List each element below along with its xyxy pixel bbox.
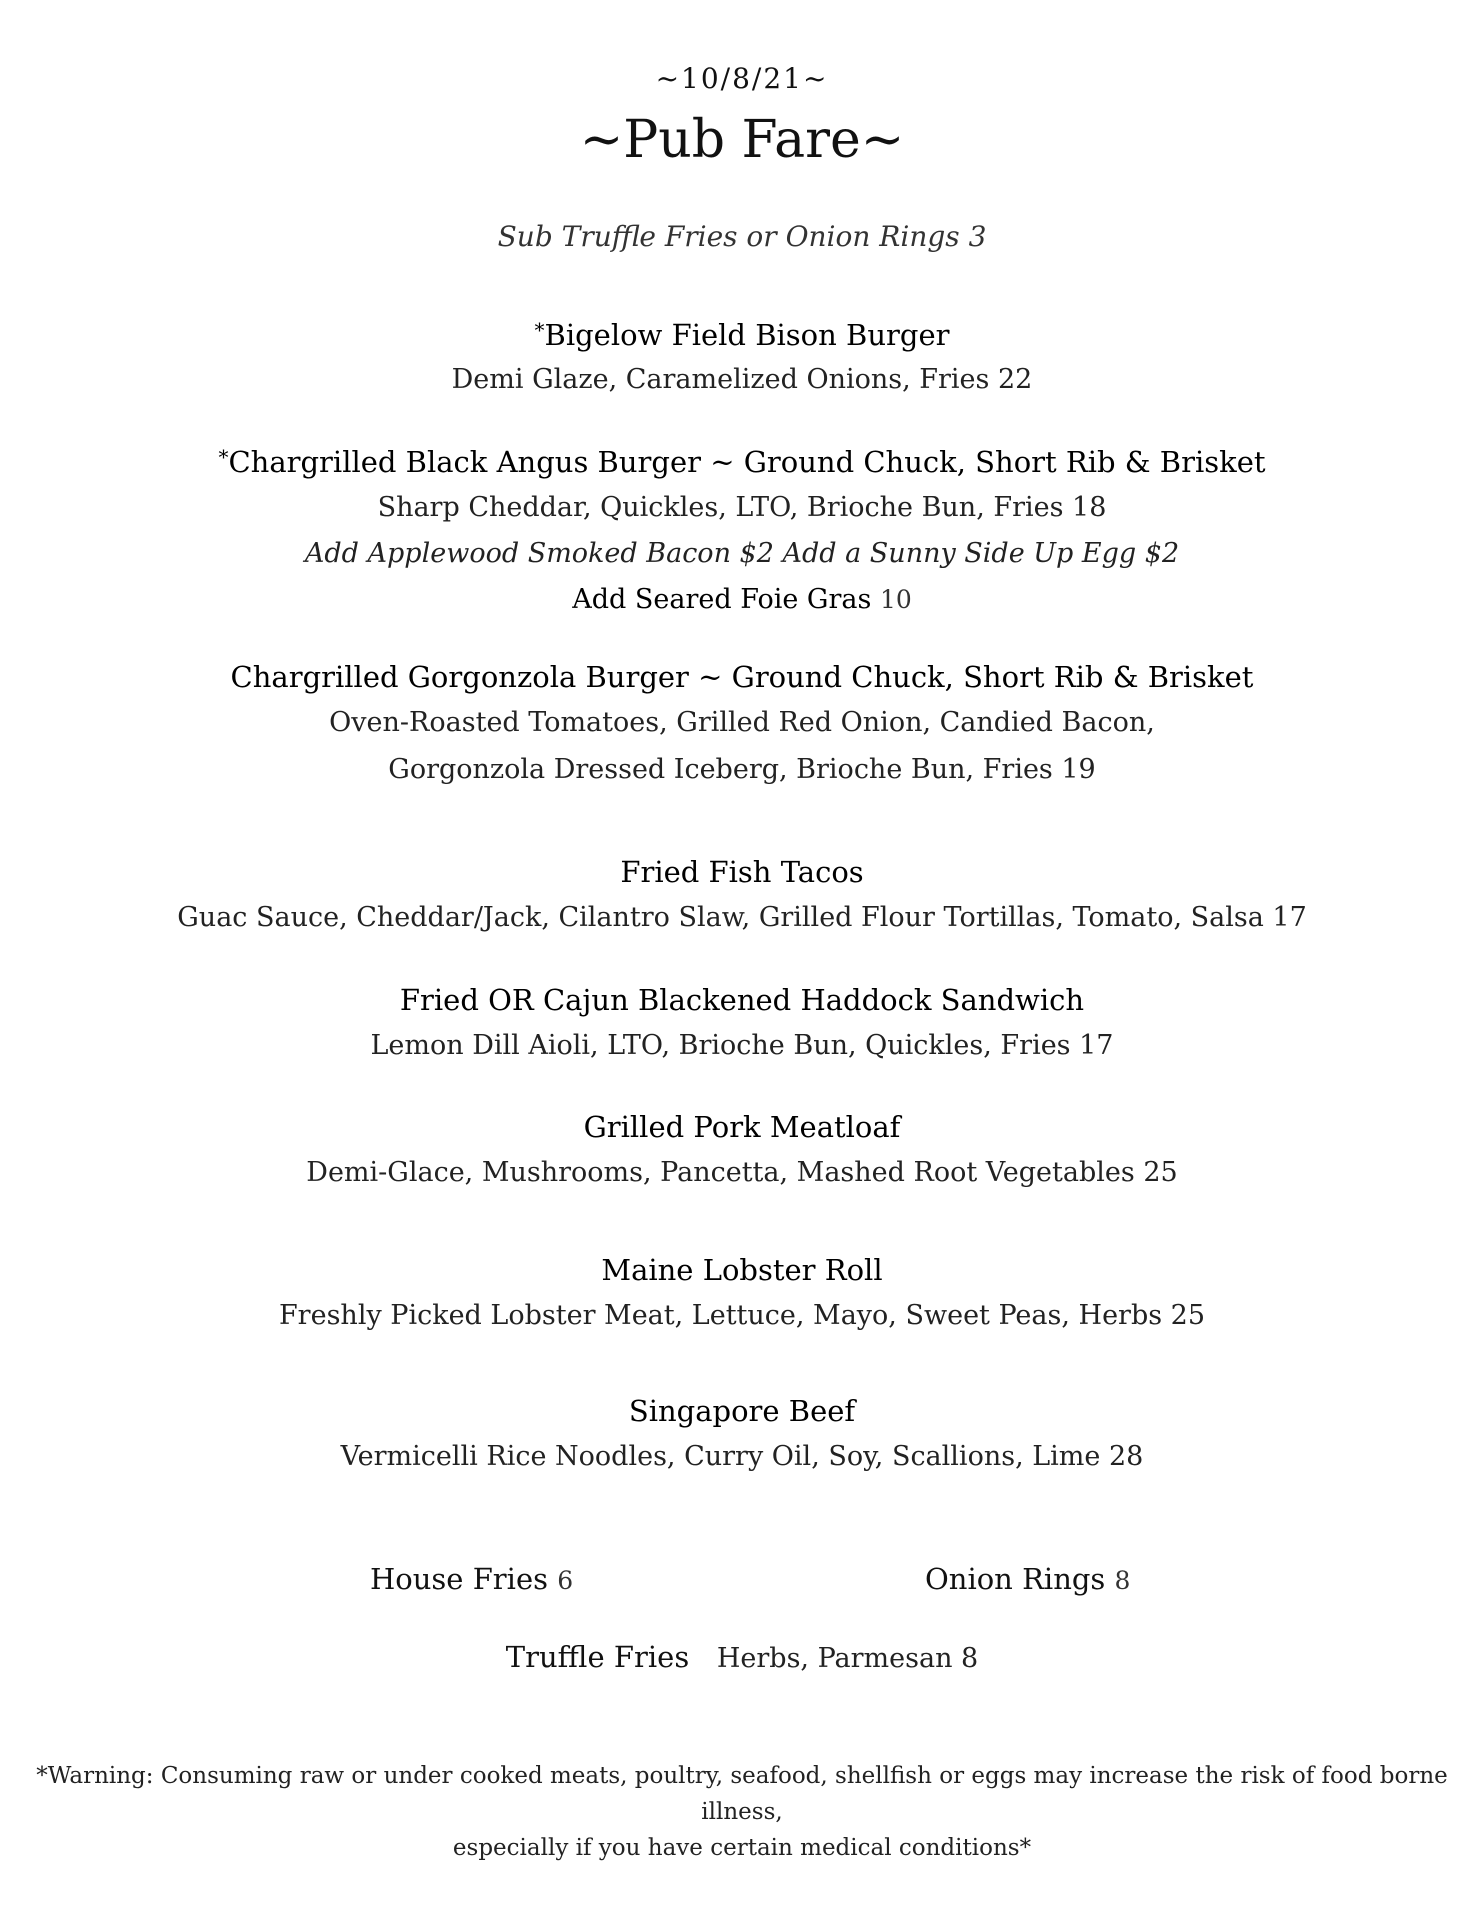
side-house-fries	[370, 1562, 573, 1596]
warning-line-2: especially if you have certain medical conditions*	[452, 1835, 1032, 1861]
menu-item-description: Lemon Dill Aioli, LTO, Brioche Bun, Quickles, Fries 17	[370, 1030, 1114, 1061]
menu-title: ~Pub Fare~	[579, 110, 905, 170]
menu-item-name: Fried Fish Tacos	[620, 855, 864, 889]
side-name: House Fries	[370, 1562, 548, 1596]
side-onion-rings	[925, 1562, 1130, 1596]
raw-warning-asterisk: *	[218, 445, 229, 469]
warning-line-1: *Warning: Consuming raw or under cooked meats, poultry, seafood, shellfish or eggs may increase the risk of food borne illness,	[36, 1763, 1448, 1825]
menu-item-name: Grilled Pork Meatloaf	[583, 1110, 901, 1144]
substitution-note: Sub Truffle Fries or Onion Rings 3	[497, 220, 987, 253]
menu-item-description: Vermicelli Rice Noodles, Curry Oil, Soy, Scallions, Lime 28	[340, 1441, 1144, 1472]
menu-item-name	[0, 445, 1484, 479]
item-name-text: Chargrilled Black Angus Burger ~ Ground Chuck, Short Rib & Brisket	[228, 445, 1266, 479]
menu-item-addon	[0, 584, 1484, 615]
menu-item-description: Demi Glaze, Caramelized Onions, Fries 22	[451, 364, 1033, 395]
menu-item-name: Singapore Beef	[628, 1394, 856, 1428]
menu-item-name: Maine Lobster Roll	[601, 1253, 883, 1287]
menu-item-description: Sharp Cheddar, Quickles, LTO, Brioche Bun, Fries 18	[377, 492, 1107, 523]
menu-item-name	[0, 318, 1484, 352]
menu-item-description: Guac Sauce, Cheddar/Jack, Cilantro Slaw, Grilled Flour Tortillas, Tomato, Salsa 17	[177, 902, 1307, 933]
item-name-text: Bigelow Field Bison Burger	[544, 318, 950, 352]
menu-item-description: Oven-Roasted Tomatoes, Grilled Red Onion, Candied Bacon,	[329, 707, 1155, 738]
menu-date: ~10/8/21~	[655, 62, 829, 95]
addon-price: 10	[879, 585, 912, 614]
menu-item-description: Freshly Picked Lobster Meat, Lettuce, Mayo, Sweet Peas, Herbs 25	[278, 1300, 1206, 1331]
menu-item-description: Demi-Glace, Mushrooms, Pancetta, Mashed Root Vegetables 25	[306, 1157, 1178, 1188]
side-name: Truffle Fries	[505, 1640, 690, 1674]
menu-item-name: Fried OR Cajun Blackened Haddock Sandwich	[399, 983, 1085, 1017]
menu-item-description: Gorgonzola Dressed Iceberg, Brioche Bun, Fries 19	[388, 754, 1096, 785]
side-truffle-fries	[0, 1640, 1484, 1674]
food-safety-warning	[0, 1758, 1484, 1866]
raw-warning-asterisk: *	[534, 318, 545, 342]
menu-item-addons: Add Applewood Smoked Bacon $2 Add a Sunny Side Up Egg $2	[304, 538, 1180, 569]
side-name: Onion Rings	[925, 1562, 1106, 1596]
menu-item-name: Chargrilled Gorgonzola Burger ~ Ground Chuck, Short Rib & Brisket	[230, 660, 1254, 694]
addon-name: Add Seared Foie Gras	[572, 584, 872, 615]
side-price: 8	[1114, 1566, 1131, 1595]
side-price: 6	[557, 1566, 574, 1595]
side-description: Herbs, Parmesan 8	[716, 1643, 979, 1674]
